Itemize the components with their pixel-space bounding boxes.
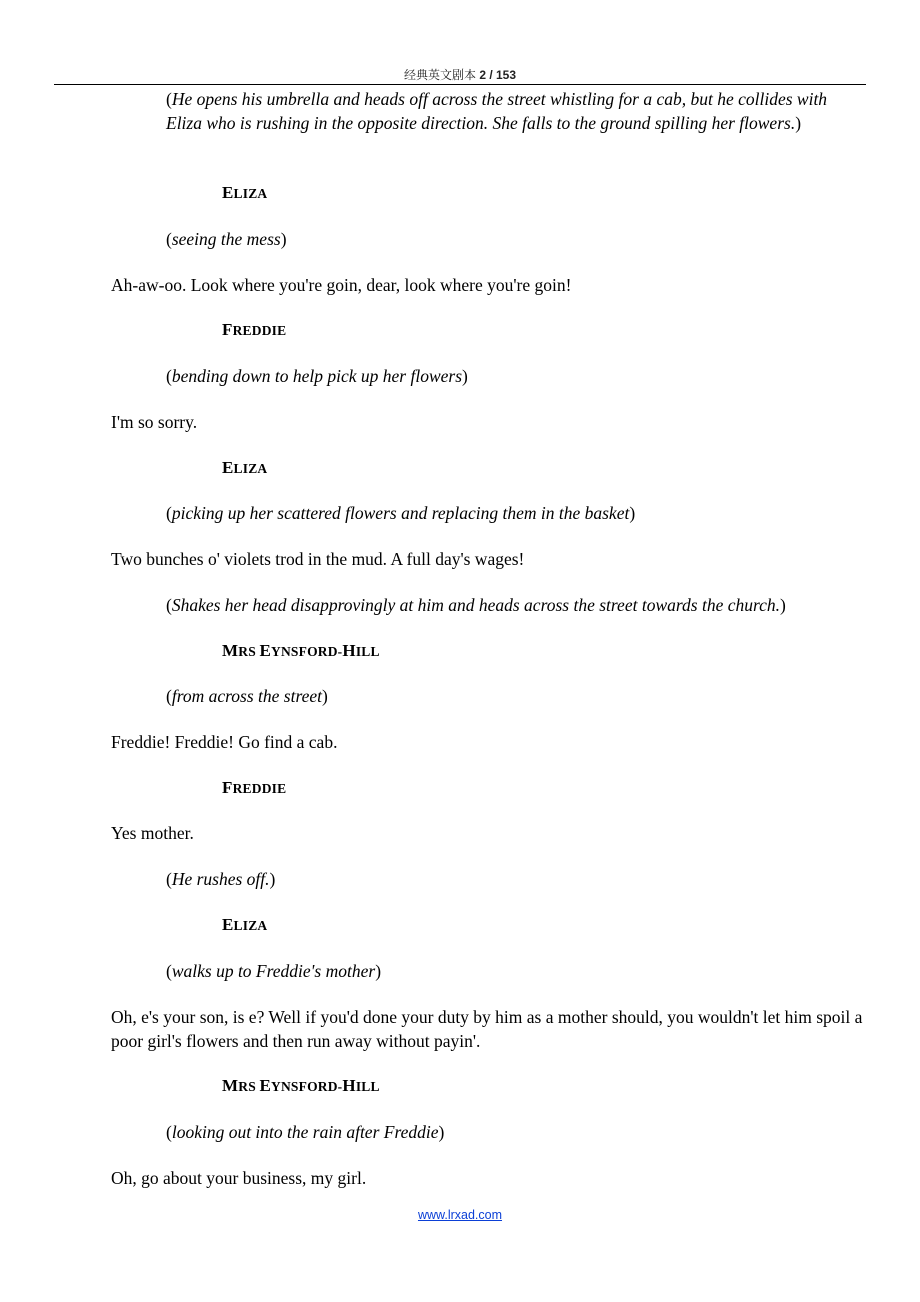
speaker-name: MRS EYNSFORD-HILL: [222, 641, 380, 660]
speaker-name: FREDDIE: [222, 778, 287, 797]
page-number: 2 / 153: [479, 68, 517, 82]
stage-direction: (looking out into the rain after Freddie): [166, 1122, 445, 1142]
footer-link[interactable]: www.lrxad.com: [417, 1208, 503, 1222]
dialogue-line: Ah-aw-oo. Look where you're goin, dear, look where you're goin!: [111, 275, 572, 295]
header-divider: [54, 84, 866, 85]
dialogue-line: Oh, e's your son, is e? Well if you'd done your duty by him as a mother should, you wouldn't let him spoil a poor girl's flowers and then run away without payin'.: [111, 1007, 863, 1051]
stage-direction: (seeing the mess): [166, 229, 287, 249]
dialogue-line: Oh, go about your business, my girl.: [111, 1168, 367, 1188]
speaker-name: FREDDIE: [222, 320, 287, 339]
stage-direction: (bending down to help pick up her flowers): [166, 366, 468, 386]
dialogue-line: Freddie! Freddie! Go find a cab.: [111, 732, 338, 752]
stage-direction: (from across the street): [166, 686, 328, 706]
stage-direction: (picking up her scattered flowers and replacing them in the basket): [166, 503, 636, 523]
stage-direction: (He rushes off.): [166, 869, 276, 889]
page-header: [0, 66, 920, 83]
dialogue-line: Yes mother.: [111, 823, 194, 843]
speaker-name: MRS EYNSFORD-HILL: [222, 1076, 380, 1095]
dialogue-line: I'm so sorry.: [111, 412, 198, 432]
speaker-name: ELIZA: [222, 915, 268, 934]
speaker-name: ELIZA: [222, 183, 268, 202]
stage-direction: (Shakes her head disapprovingly at him and heads across the street towards the church.): [166, 595, 786, 615]
speaker-name: ELIZA: [222, 458, 268, 477]
dialogue-line: Two bunches o' violets trod in the mud. A full day's wages!: [111, 549, 525, 569]
stage-direction: (He opens his umbrella and heads off across the street whistling for a cab, but he collides with Eliza who is rushing in the opposite direction. She falls to the ground spilling her flowers.): [166, 89, 828, 133]
document-title: 经典英文剧本: [403, 68, 476, 82]
stage-direction: (walks up to Freddie's mother): [166, 961, 382, 981]
page-footer: [0, 1208, 920, 1222]
